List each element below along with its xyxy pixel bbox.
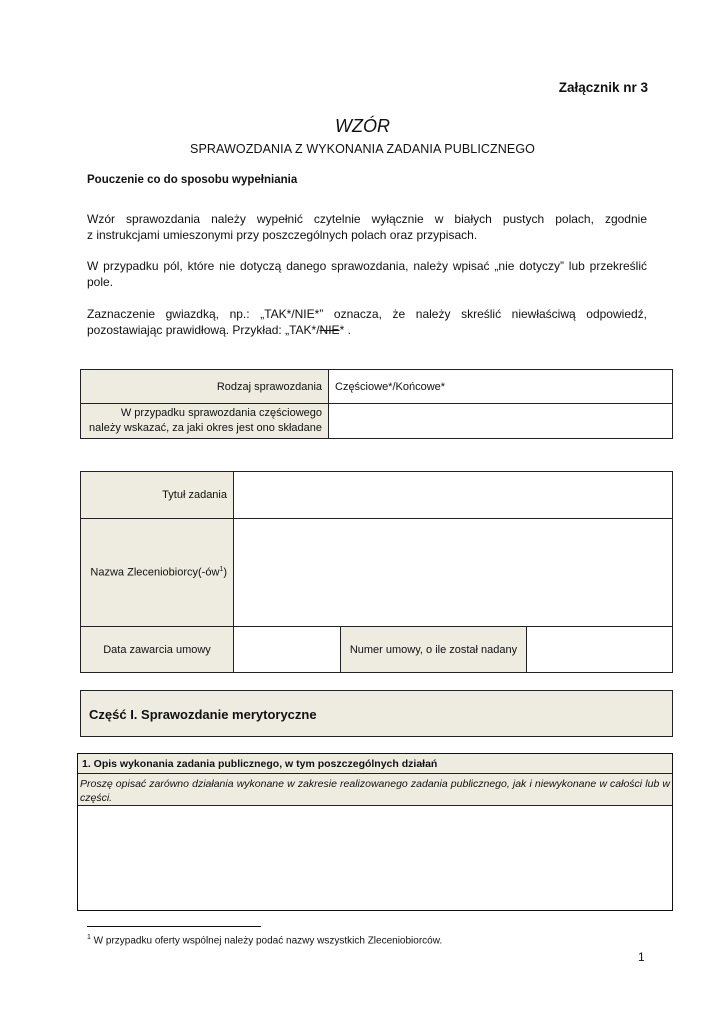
contract-number-field[interactable] (527, 627, 673, 673)
report-type-table (80, 369, 673, 439)
section-1-hint: Proszę opisać zarówno działania wykonane w zakresie realizowanego zadania publicznego, jak i niewykonane w całości lub w części. (78, 774, 672, 806)
instructions-paragraph-3-text: Zaznaczenie gwiazdką, np.: „TAK*/NIE*” oznacza, że należy skreślić niewłaściwą odpowiedź, pozostawiając prawidłową. Przykład: „TAK*/ (87, 307, 647, 337)
annex-label: Załącznik nr 3 (558, 80, 648, 95)
footnote-text: W przypadku oferty wspólnej należy podać nazwy wszystkich Zleceniobiorców. (90, 935, 443, 947)
footnote (87, 934, 442, 946)
page-number: 1 (638, 950, 645, 964)
contract-number-label: Numer umowy, o ile został nadany (341, 627, 527, 673)
part-1-heading: Część I. Sprawozdanie merytoryczne (80, 690, 673, 737)
footnote-separator (87, 926, 261, 927)
report-period-label-line-2: należy wskazać, za jaki okres jest ono składane (89, 422, 322, 434)
task-info-table (80, 471, 673, 673)
report-period-label (81, 404, 329, 439)
instructions-paragraph-1-line-2: z instrukcjami umieszonymi przy poszczególnych polach oraz przypisach. (87, 228, 478, 242)
instructions-paragraph-3-end: * . (339, 323, 351, 337)
contract-date-field[interactable] (234, 627, 341, 673)
contractor-name-field[interactable] (234, 519, 673, 627)
footnote-ref: 1 (219, 566, 224, 574)
instructions-paragraph-3 (87, 306, 647, 338)
report-type-field[interactable]: Częściowe*/Końcowe* (329, 370, 673, 404)
instructions-paragraph-2: W przypadku pól, które nie dotyczą danego sprawozdania, należy wpisać „nie dotyczy” lub przekreślić pole. (87, 259, 647, 289)
report-period-label-line-1: W przypadku sprawozdania częściowego (120, 407, 322, 419)
instructions-paragraph-1-line-1: Wzór sprawozdania należy wypełnić czytelnie wyłącznie w białych pustych polach, zgodnie (87, 212, 647, 226)
section-1-heading: 1. Opis wykonania zadania publicznego, w tym poszczególnych działań (78, 754, 672, 774)
contractor-name-label-suffix: ) (223, 566, 227, 579)
instructions-paragraph-1 (87, 211, 647, 243)
section-1-field[interactable] (78, 806, 672, 906)
section-1-box (77, 753, 673, 911)
task-title-field[interactable] (234, 472, 673, 519)
report-type-label: Rodzaj sprawozdania (81, 370, 329, 404)
footnote-marker: 1 (87, 934, 91, 941)
instructions-heading: Pouczenie co do sposobu wypełniania (87, 174, 298, 186)
contractor-name-label (81, 519, 234, 627)
contractor-name-label-text: Nazwa Zleceniobiorcy(-ów (90, 566, 220, 579)
struck-example: NIE (319, 323, 340, 337)
contract-date-label: Data zawarcia umowy (81, 627, 234, 673)
report-period-field[interactable] (329, 404, 673, 439)
document-subtitle: SPRAWOZDANIA Z WYKONANIA ZADANIA PUBLICZNEGO (190, 142, 535, 156)
document-title: WZÓR (335, 116, 390, 136)
task-title-label: Tytuł zadania (81, 472, 234, 519)
